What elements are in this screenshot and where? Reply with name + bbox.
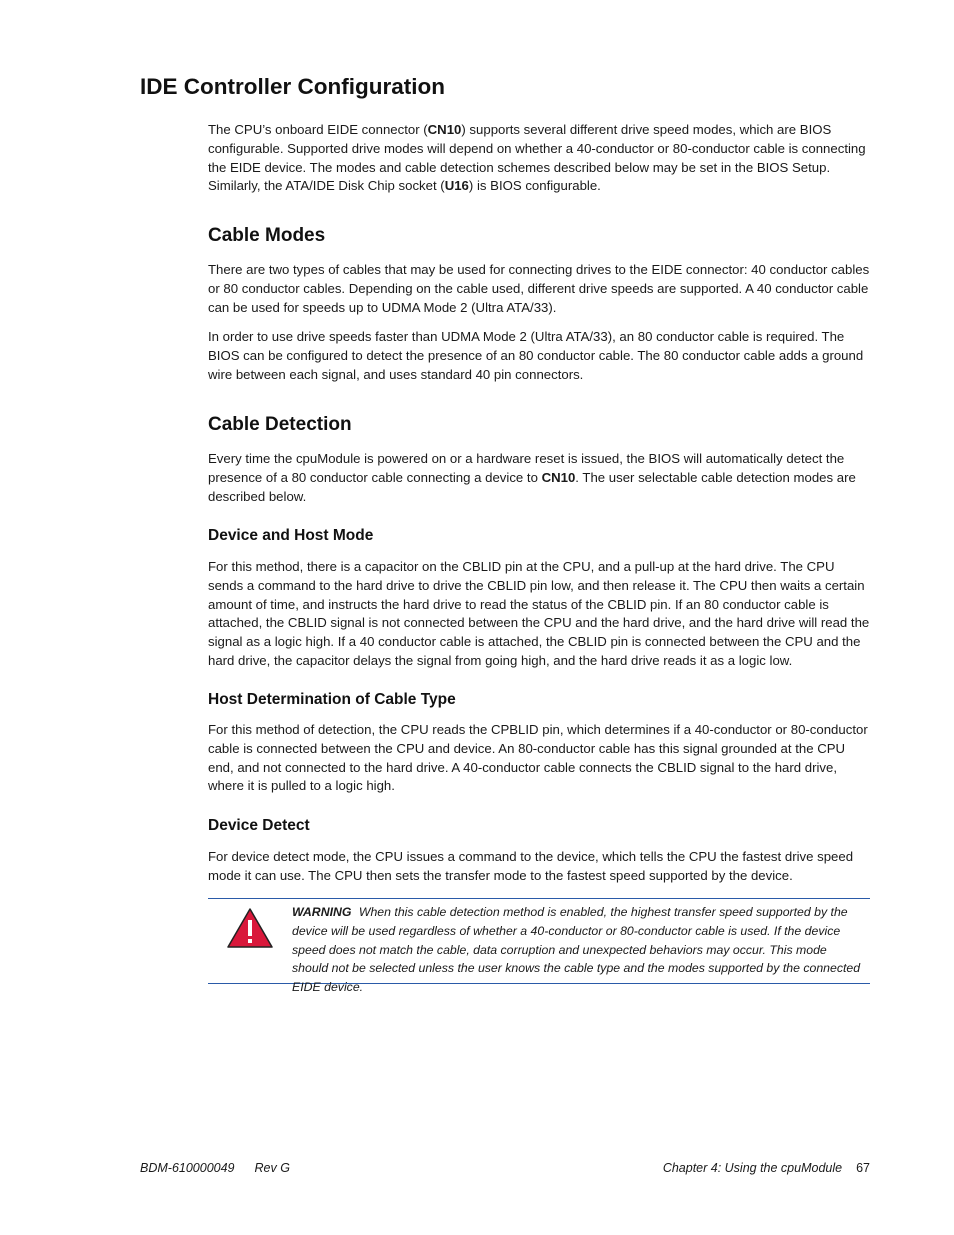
footer-doc-info bbox=[140, 1161, 290, 1175]
connector-ref: CN10 bbox=[427, 122, 462, 137]
warning-label: WARNING bbox=[292, 905, 352, 919]
device-detect-paragraph: For device detect mode, the CPU issues a command to the device, which tells the CPU the fastest drive speed mode it can use. The CPU then sets the transfer mode to the fastest speed supported by the device. bbox=[208, 849, 854, 883]
connector-ref: CN10 bbox=[541, 469, 576, 485]
socket-ref: U16 bbox=[444, 178, 469, 194]
device-host-mode-heading: Device and Host Mode bbox=[208, 527, 374, 544]
device-detect-heading: Device Detect bbox=[208, 817, 310, 834]
footer-chapter-info bbox=[663, 1161, 870, 1175]
warning-callout bbox=[208, 898, 870, 995]
intro-paragraph: The CPU’s onboard EIDE connector (CN10) supports several different drive speed modes, which are BIOS configurable. Supported drive modes will depend on whether a 40-conductor or 80-conductor cable is connecting the EIDE device. The modes and cable detection schemes described below may be set in the BIOS Setup. Similarly, the ATA/IDE Disk Chip socket (U16) is BIOS configurable. bbox=[208, 122, 866, 194]
page-number: 67 bbox=[856, 1161, 870, 1175]
host-determination-paragraph: For this method of detection, the CPU reads the CPBLID pin, which determines if a 40-conductor or 80-conductor cable is connected between the CPU and device. An 80-conductor cable has this signal grounded at the CPU end, and not connected to the hard drive. A 40-conductor cable connects the CBLID signal to the hard drive, where it is pulled to a logic high. bbox=[208, 722, 868, 794]
cable-detection-heading: Cable Detection bbox=[208, 414, 352, 435]
cable-detection-paragraph: Every time the cpuModule is powered on or a hardware reset is issued, the BIOS will automatically detect the presence of a 80 conductor cable connecting a device to CN10. The user selectable cable detection modes are described below. bbox=[208, 451, 856, 504]
warning-triangle-icon bbox=[226, 907, 274, 949]
cable-modes-heading: Cable Modes bbox=[208, 225, 326, 246]
footer-doc-id: BDM-610000049 bbox=[140, 1161, 235, 1175]
footer-chapter: Chapter 4: Using the cpuModule bbox=[662, 1161, 843, 1175]
footer-revision: Rev G bbox=[254, 1161, 290, 1175]
host-determination-heading: Host Determination of Cable Type bbox=[208, 691, 456, 708]
device-host-mode-paragraph: For this method, there is a capacitor on the CBLID pin at the CPU, and a pull-up at the hard drive. The CPU sends a command to the hard drive to drive the CBLID pin low, and then release it. The CPU then waits a certain amount of time, and instructs the hard drive to read the status of the CBLID pin. If an 80 conductor cable is attached, the CBLID signal is not connected between the CPU and the hard drive, and the hard drive will read the signal as a logic high. If a 40 conductor cable is attached, the CBLID pin is connected between the CPU and the hard drive, the capacitor delays the signal from going high, and the hard drive reads it as a logic low. bbox=[208, 559, 870, 668]
warning-text: WARNING When this cable detection method is enabled, the highest transfer speed supported by the device will be used regardless of whether a 40-conductor or 80-conductor cable is used. If the device speed does not match the cable, data corruption and unexpected behaviors may occur. This mode should not be selected unless the user knows the cable type and the modes supported by the connected EIDE device. bbox=[292, 905, 861, 995]
page-title: IDE Controller Configuration bbox=[140, 74, 445, 99]
cable-modes-paragraph-2: In order to use drive speeds faster than UDMA Mode 2 (Ultra ATA/33), an 80 conductor cable is required. The BIOS can be configured to detect the presence of an 80 conductor cable. The 80 conductor cable adds a ground wire between each signal, and uses standard 40 pin connectors. bbox=[208, 329, 864, 382]
cable-modes-paragraph-1: There are two types of cables that may be used for connecting drives to the EIDE connector: 40 conductor cables or 80 conductor cables. Depending on the cable used, different drive speeds are supported. A 40 conductor cable can be used for speeds up to UDMA Mode 2 (Ultra ATA/33). bbox=[208, 262, 870, 315]
